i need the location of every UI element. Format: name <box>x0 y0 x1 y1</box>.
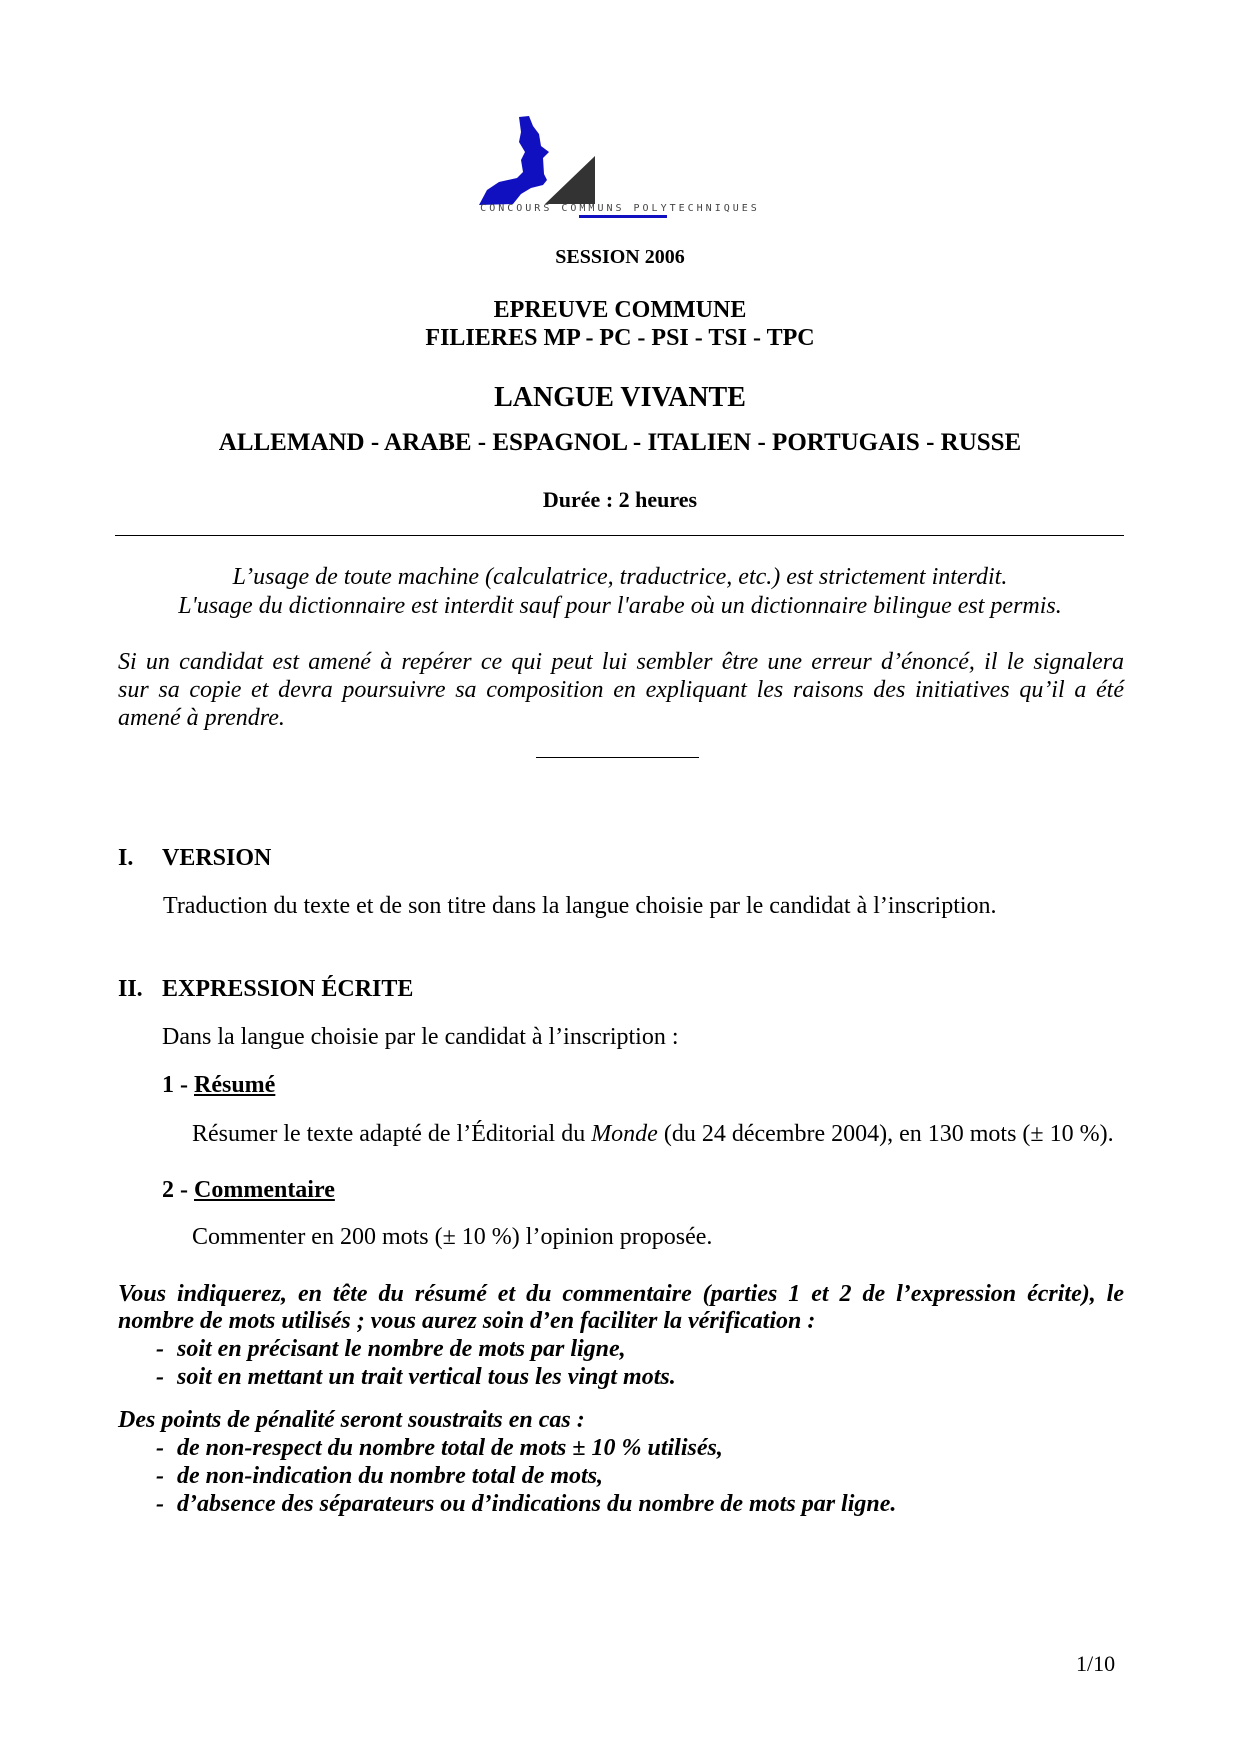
notice-para-line: Si un candidat est amené à repérer ce qui peut lui sembler être une erreur d’énoncé, il le signalera <box>118 649 1124 675</box>
instructions-line: Vous indiquerez, en tête du résumé et du commentaire (parties 1 et 2 de l’expression écrite), le <box>118 1281 1124 1307</box>
part-1-number: 1 - <box>162 1072 194 1098</box>
part-2-number: 2 - <box>162 1177 194 1203</box>
bullet-dash: - <box>156 1336 164 1362</box>
notice-para-line: sur sa copie et devra poursuivre sa composition en expliquant les raisons des initiatives qu’il a été <box>118 677 1124 703</box>
section-2-title: EXPRESSION ÉCRITE <box>162 976 414 1002</box>
section-2-number: II. <box>118 976 143 1002</box>
bullet-dash: - <box>156 1364 164 1390</box>
part-2-title: Commentaire <box>194 1177 335 1203</box>
section-1-number: I. <box>118 845 134 871</box>
part-1-text-a: Résumer le texte adapté de l’Éditorial du <box>192 1121 592 1147</box>
filieres-title: FILIERES MP - PC - PSI - TSI - TPC <box>425 325 815 351</box>
penalties-bullet: de non-indication du nombre total de mots, <box>177 1463 604 1489</box>
bullet-dash: - <box>156 1435 164 1461</box>
languages-title: ALLEMAND - ARABE - ESPAGNOL - ITALIEN - PORTUGAIS - RUSSE <box>218 429 1022 456</box>
subject-title: LANGUE VIVANTE <box>494 382 746 413</box>
penalties-bullet: de non-respect du nombre total de mots ± 10 % utilisés, <box>177 1435 723 1461</box>
section-1-title: VERSION <box>162 845 272 871</box>
part-1-text-em: Monde <box>591 1121 658 1147</box>
part-1-heading <box>162 1071 275 1099</box>
instructions-line: nombre de mots utilisés ; vous aurez soin d’en faciliter la vérification : <box>118 1308 816 1334</box>
notice-line-1: L’usage de toute machine (calculatrice, traductrice, etc.) est strictement interdit. <box>232 564 1008 590</box>
section-2-intro: Dans la langue choisie par le candidat à l’inscription : <box>162 1024 679 1050</box>
penalties-bullet: d’absence des séparateurs ou d’indications du nombre de mots par ligne. <box>177 1491 897 1517</box>
page-number: 1/10 <box>1076 1651 1116 1676</box>
instructions-bullet: soit en précisant le nombre de mots par ligne, <box>177 1336 626 1362</box>
penalties-intro: Des points de pénalité seront soustraits en cas : <box>118 1407 585 1433</box>
epreuve-title: EPREUVE COMMUNE <box>493 297 747 323</box>
part-1-title: Résumé <box>194 1072 276 1098</box>
divider <box>115 535 1124 536</box>
short-divider <box>536 757 699 758</box>
part-1-text <box>192 1120 1114 1148</box>
notice-para-line: amené à prendre. <box>118 705 285 731</box>
duration-label: Durée : 2 heures <box>542 487 698 512</box>
section-1-text: Traduction du texte et de son titre dans la langue choisie par le candidat à l’inscription. <box>163 893 997 919</box>
part-2-heading <box>162 1176 335 1204</box>
concours-communs-polytechniques-logo <box>469 112 771 218</box>
session-label: SESSION 2006 <box>555 246 685 268</box>
instructions-bullet: soit en mettant un trait vertical tous les vingt mots. <box>177 1364 676 1390</box>
bullet-dash: - <box>156 1463 164 1489</box>
svg-text:CONCOURS COMMUNS POLYTECHNIQUE: CONCOURS COMMUNS POLYTECHNIQUES <box>480 203 760 214</box>
notice-line-2: L'usage du dictionnaire est interdit sauf pour l'arabe où un dictionnaire bilingue est permis. <box>178 593 1062 619</box>
part-1-text-b: (du 24 décembre 2004), en 130 mots (± 10 %). <box>657 1121 1114 1147</box>
part-2-text: Commenter en 200 mots (± 10 %) l’opinion proposée. <box>192 1224 713 1250</box>
bullet-dash: - <box>156 1491 164 1517</box>
